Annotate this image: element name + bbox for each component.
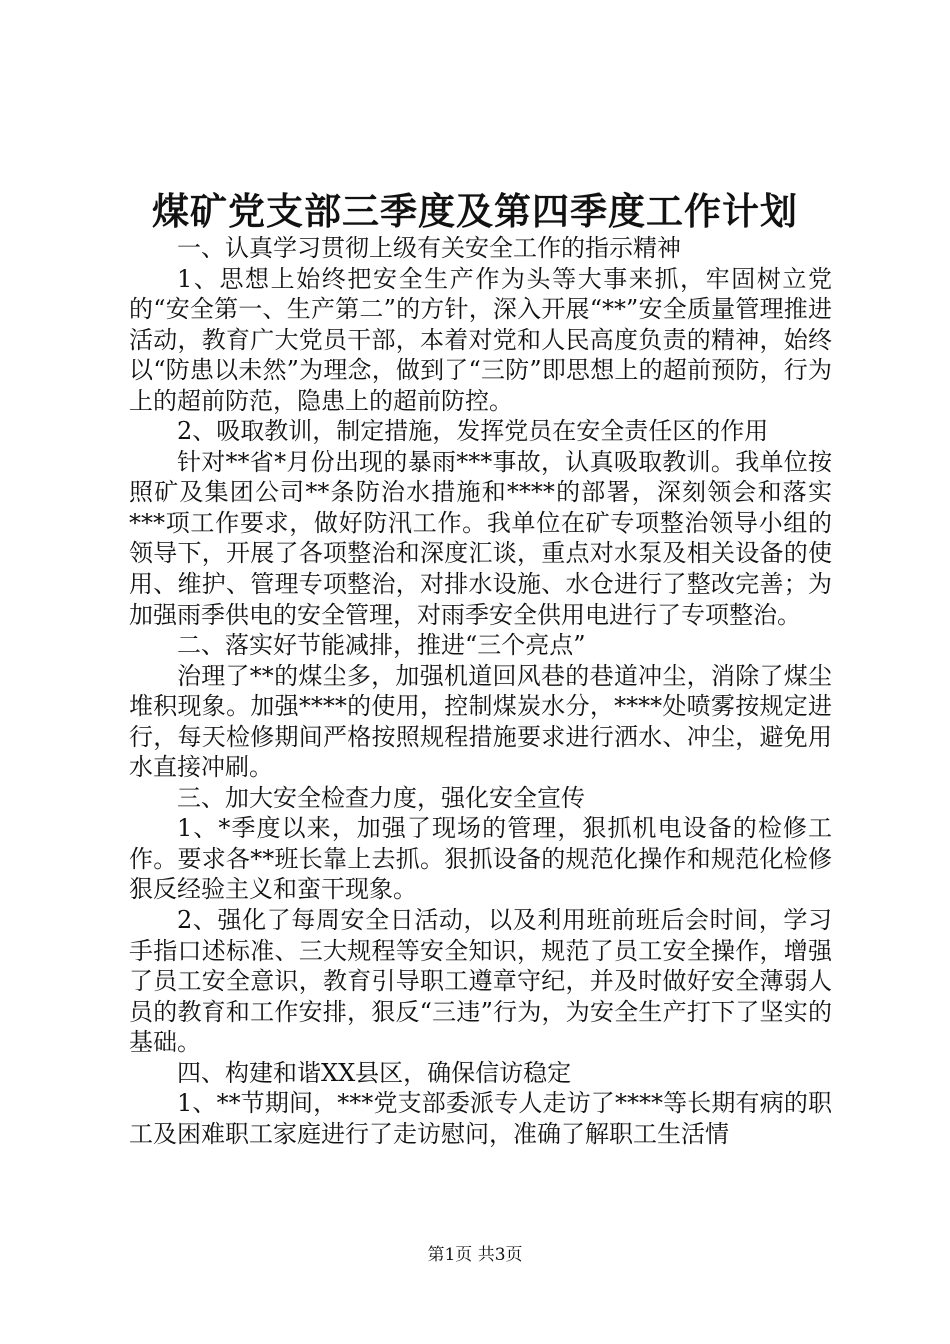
page-footer: 第1页 共3页	[427, 1245, 523, 1265]
paragraph: 2、强化了每周安全日活动，以及利用班前班后会时间，学习手指口述标准、三大规程等安全知识，规范了员工安全操作，增强了员工安全意识，教育引导职工遵章守纪，并及时做好安全薄弱人员的教育和工作安排，狠反“三违”行为，为安全生产打下了坚实的基础。	[129, 906, 832, 1057]
paragraph: 三、加大安全检查力度，强化安全宣传	[177, 783, 585, 812]
paragraph: 针对**省*月份出现的暴雨***事故，认真吸取教训。我单位按照矿及集团公司**条防治水措施和****的部署，深刻领会和落实***项工作要求，做好防汛工作。我单位在矿专项整治领导小组的领导下，开展了各项整治和深度汇谈，重点对水泵及相关设备的使用、维护、管理专项整治，对排水设施、水仓进行了整改完善；为加强雨季供电的安全管理，对雨季安全供用电进行了专项整治。	[129, 447, 832, 629]
paragraph: 1、思想上始终把安全生产作为头等大事来抓，牢固树立党的“安全第一、生产第二”的方针，深入开展“**”安全质量管理推进活动，教育广大党员干部，本着对党和人民高度负责的精神，始终以“防患以未然”为理念，做到了“三防”即思想上的超前预防，行为上的超前防范，隐患上的超前防控。	[129, 264, 832, 415]
paragraph: 一、认真学习贯彻上级有关安全工作的指示精神	[177, 234, 681, 262]
paragraph: 2、吸取教训，制定措施，发挥党员在安全责任区的作用	[177, 417, 769, 446]
document-title: 煤矿党支部三季度及第四季度工作计划	[152, 189, 798, 233]
paragraph: 二、落实好节能减排，推进“三个亮点”	[177, 631, 586, 660]
paragraph: 治理了**的煤尘多，加强机道回风巷的巷道冲尘，消除了煤尘堆积现象。加强****的使用，控制煤炭水分，****处喷雾按规定进行，每天检修期间严格按照规程措施要求进行洒水、冲尘，避免用水直接冲刷。	[129, 661, 832, 782]
paragraph: 1、*季度以来，加强了现场的管理，狠抓机电设备的检修工作。要求各**班长靠上去抓。狠抓设备的规范化操作和规范化检修狠反经验主义和蛮干现象。	[129, 814, 832, 904]
paragraph: 1、**节期间，***党支部委派专人走访了****等长期有病的职工及困难职工家庭进行了走访慰问，准确了解职工生活情	[129, 1089, 832, 1148]
document-body	[129, 233, 832, 1149]
paragraph: 四、构建和谐XX县区，确保信访稳定	[177, 1058, 572, 1087]
